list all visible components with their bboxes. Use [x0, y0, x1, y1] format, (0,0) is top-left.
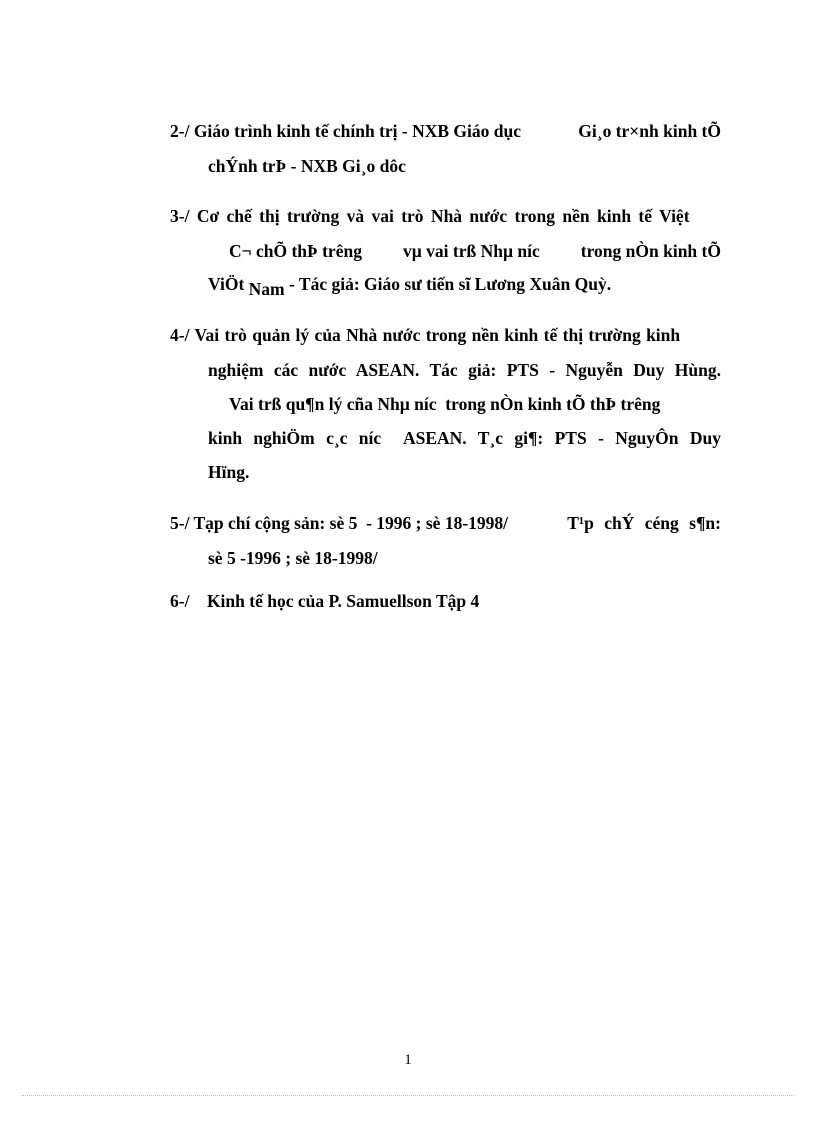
reference-4-line-2: nghiệm các nước ASEAN. Tác giả: PTS - Nguyễn Duy Hùng.	[208, 360, 721, 380]
reference-3-author: - Tác giả: Giáo sư tiến sĩ Lương Xuân Quỳ.	[289, 274, 612, 294]
reference-3-garbled-c: trong nÒn kinh tÕ	[580, 241, 721, 261]
page-number: 1	[404, 1052, 412, 1068]
reference-3-garbled-a: C¬ chÕ thÞ trêng	[229, 241, 362, 261]
reference-4-title: 4-/ Vai trò quản lý của Nhà nước trong nền kinh tế thị trường kinh	[170, 325, 681, 345]
reference-2-line-1	[170, 123, 721, 141]
reference-4-line-3: Vai trß qu¶n lý cña Nhµ níc trong nÒn kinh tÕ thÞ trêng	[229, 394, 661, 414]
reference-2-line-2: chÝnh trÞ - NXB Gi¸o dôc	[208, 156, 406, 176]
footer-divider	[22, 1095, 794, 1096]
reference-3-garbled-viet: ViÖt	[208, 274, 245, 294]
reference-3-line-2	[229, 243, 721, 261]
reference-3-title-part: 3-/ Cơ chế thị trường và vai trò Nhà nước trong nền kinh tế Việt	[170, 206, 690, 226]
reference-2-title: 2-/ Giáo trình kinh tế chính trị - NXB Giáo dục	[170, 121, 522, 141]
reference-3-line-3	[208, 274, 612, 299]
reference-3-garbled-b: vµ vai trß Nhµ níc	[402, 241, 540, 261]
reference-3-line-1	[170, 208, 721, 226]
reference-5-line-1	[170, 515, 721, 533]
reference-2-title-garbled: Gi¸o tr×nh kinh tÕ	[578, 121, 721, 141]
reference-4-line-5: Hïng.	[208, 462, 250, 482]
reference-5-title: 5-/ Tạp chí cộng sản: sè 5 - 1996 ; sè 18-1998/	[170, 513, 509, 533]
reference-5-garbled: T¹p chÝ céng s¶n:	[567, 513, 721, 533]
reference-3-nam: Nam	[248, 279, 285, 299]
reference-6-line-1: 6-/ Kinh tế học của P. Samuellson Tập 4	[170, 591, 480, 611]
reference-4-line-4: kinh nghiÖm c¸c níc ASEAN. T¸c gi¶: PTS - NguyÔn Duy	[208, 428, 721, 448]
reference-5-line-2: sè 5 -1996 ; sè 18-1998/	[208, 548, 378, 568]
reference-4-line-1	[170, 327, 721, 345]
